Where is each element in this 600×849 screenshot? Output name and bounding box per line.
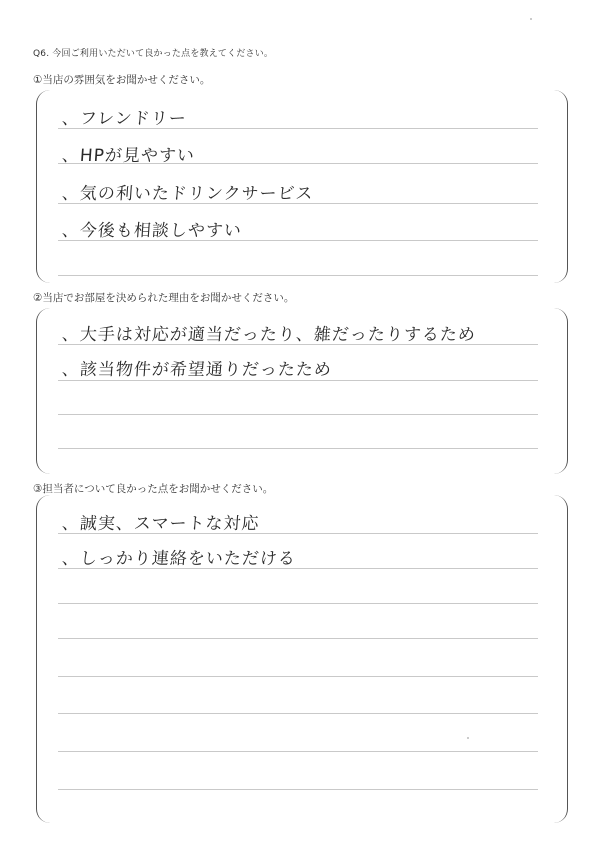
ruled-line [58,751,538,752]
scan-speck [530,18,532,20]
section-2-title: ②当店でお部屋を決められた理由をお聞かせください。 [33,292,295,304]
scan-speck [467,737,469,739]
section-2-answer-1: 、大手は対応が適当だったり、雑だったりするため [61,325,477,345]
ruled-line [58,603,538,604]
section-1-answer-3: 、気の利いたドリンクサービス [61,184,315,204]
section-2-answer-2: 、該当物件が希望通りだったため [61,360,333,380]
ruled-line [58,789,538,790]
section-1-answer-1: 、フレンドリー [61,109,188,129]
question-title: Q6. 今回ご利用いただいて良かった点を教えてください。 [33,49,274,59]
section-1-title: ①当店の雰囲気をお聞かせください。 [33,74,211,86]
section-1-answer-2: 、HPが見やすい [61,146,196,166]
section-3-answer-1: 、誠実、スマートな対応 [61,514,261,534]
section-3-answer-2: 、しっかり連絡をいただける [61,549,297,569]
ruled-line [58,448,538,449]
ruled-line [58,275,538,276]
ruled-line [58,414,538,415]
ruled-line [58,638,538,639]
ruled-line [58,713,538,714]
ruled-line [58,380,538,381]
section-1-answer-4: 、今後も相談しやすい [61,221,243,241]
section-3-title: ③担当者について良かった点をお聞かせください。 [33,483,274,495]
ruled-line [58,676,538,677]
